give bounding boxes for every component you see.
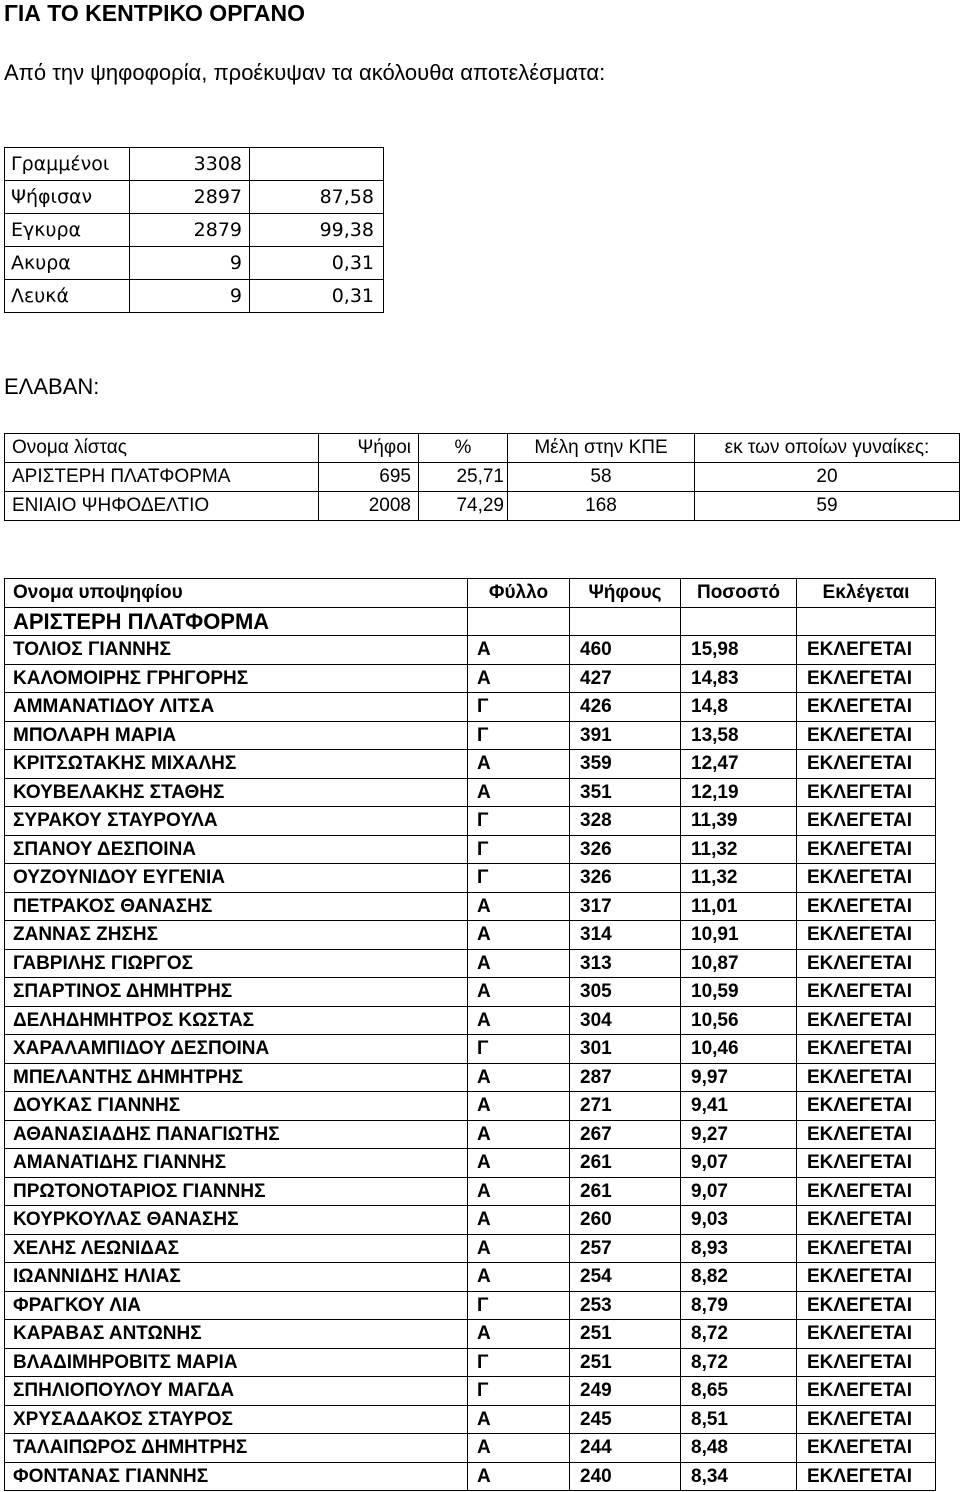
candidate-gender: Α — [468, 921, 570, 950]
summary-row — [5, 280, 384, 313]
candidate-elected: ΕΚΛΕΓΕΤΑΙ — [797, 1063, 936, 1092]
candidate-elected: ΕΚΛΕΓΕΤΑΙ — [797, 892, 936, 921]
candidate-row — [5, 636, 936, 665]
candidate-name: ΣΠΗΛΙΟΠΟΥΛΟΥ ΜΑΓΔΑ — [5, 1377, 468, 1406]
candidate-votes: 326 — [570, 835, 681, 864]
candidate-votes: 460 — [570, 636, 681, 665]
summary-label: Λευκά — [5, 280, 130, 313]
lists-header-row — [5, 434, 960, 463]
candidate-elected: ΕΚΛΕΓΕΤΑΙ — [797, 921, 936, 950]
candidate-elected: ΕΚΛΕΓΕΤΑΙ — [797, 1177, 936, 1206]
candidate-gender: Α — [468, 664, 570, 693]
candidate-percent: 14,83 — [681, 664, 797, 693]
candidate-percent: 8,51 — [681, 1405, 797, 1434]
candidate-percent: 11,01 — [681, 892, 797, 921]
candidate-elected: ΕΚΛΕΓΕΤΑΙ — [797, 778, 936, 807]
candidate-name: ΚΡΙΤΣΩΤΑΚΗΣ ΜΙΧΑΛΗΣ — [5, 750, 468, 779]
candidate-percent: 8,72 — [681, 1348, 797, 1377]
list-women: 20 — [695, 463, 960, 492]
candidate-name: ΧΑΡΑΛΑΜΠΙΔΟΥ ΔΕΣΠΟΙΝΑ — [5, 1035, 468, 1064]
candidate-elected: ΕΚΛΕΓΕΤΑΙ — [797, 664, 936, 693]
candidate-votes: 271 — [570, 1092, 681, 1121]
candidate-percent: 8,34 — [681, 1462, 797, 1491]
candidate-name: ΖΑΝΝΑΣ ΖΗΣΗΣ — [5, 921, 468, 950]
candidate-name: ΜΠΟΛΑΡΗ ΜΑΡΙΑ — [5, 721, 468, 750]
candidate-percent: 11,39 — [681, 807, 797, 836]
candidate-percent: 8,72 — [681, 1320, 797, 1349]
candidate-row — [5, 1320, 936, 1349]
candidate-elected: ΕΚΛΕΓΕΤΑΙ — [797, 1120, 936, 1149]
candidate-gender: Γ — [468, 1291, 570, 1320]
candidate-gender: Γ — [468, 807, 570, 836]
candidate-votes: 326 — [570, 864, 681, 893]
list-percent: 25,71 — [419, 463, 508, 492]
summary-count: 2879 — [130, 214, 250, 247]
candidate-row — [5, 778, 936, 807]
candidate-elected: ΕΚΛΕΓΕΤΑΙ — [797, 721, 936, 750]
candidate-row — [5, 1291, 936, 1320]
candidate-votes: 313 — [570, 949, 681, 978]
candidate-row — [5, 1063, 936, 1092]
list-members: 58 — [508, 463, 695, 492]
candidate-gender: Α — [468, 750, 570, 779]
candidate-gender: Α — [468, 1006, 570, 1035]
candidate-percent: 9,07 — [681, 1149, 797, 1178]
candidates-table — [4, 578, 936, 1491]
summary-percent: 87,58 — [250, 181, 384, 214]
candidate-name: ΔΟΥΚΑΣ ΓΙΑΝΝΗΣ — [5, 1092, 468, 1121]
summary-percent — [250, 148, 384, 181]
candidate-votes: 261 — [570, 1177, 681, 1206]
candidate-gender: Γ — [468, 864, 570, 893]
list-votes: 2008 — [319, 492, 419, 521]
candidate-name: ΚΟΥΡΚΟΥΛΑΣ ΘΑΝΑΣΗΣ — [5, 1206, 468, 1235]
summary-label: Ακυρα — [5, 247, 130, 280]
lists-header-name: Ονομα λίστας — [5, 434, 319, 463]
candidate-name: ΧΡΥΣΑΔΑΚΟΣ ΣΤΑΥΡΟΣ — [5, 1405, 468, 1434]
candidate-name: ΣΠΑΝΟΥ ΔΕΣΠΟΙΝΑ — [5, 835, 468, 864]
summary-percent: 0,31 — [250, 247, 384, 280]
candidate-votes: 240 — [570, 1462, 681, 1491]
list-members: 168 — [508, 492, 695, 521]
candidate-name: ΧΕΛΗΣ ΛΕΩΝΙΔΑΣ — [5, 1234, 468, 1263]
candidate-elected: ΕΚΛΕΓΕΤΑΙ — [797, 1234, 936, 1263]
candidate-votes: 426 — [570, 693, 681, 722]
candidate-row — [5, 1149, 936, 1178]
candidate-votes: 301 — [570, 1035, 681, 1064]
summary-label: Γραμμένοι — [5, 148, 130, 181]
candidate-gender: Α — [468, 1177, 570, 1206]
candidate-name: ΔΕΛΗΔΗΜΗΤΡΟΣ ΚΩΣΤΑΣ — [5, 1006, 468, 1035]
candidate-percent: 9,41 — [681, 1092, 797, 1121]
candidate-row — [5, 1377, 936, 1406]
candidate-votes: 260 — [570, 1206, 681, 1235]
candidate-elected: ΕΚΛΕΓΕΤΑΙ — [797, 636, 936, 665]
candidate-votes: 261 — [570, 1149, 681, 1178]
candidate-row — [5, 1206, 936, 1235]
candidate-row — [5, 1120, 936, 1149]
candidate-gender: Α — [468, 1092, 570, 1121]
candidate-elected: ΕΚΛΕΓΕΤΑΙ — [797, 1206, 936, 1235]
candidate-row — [5, 892, 936, 921]
candidate-votes: 351 — [570, 778, 681, 807]
lists-header-members: Μέλη στην ΚΠΕ — [508, 434, 695, 463]
candidate-elected: ΕΚΛΕΓΕΤΑΙ — [797, 978, 936, 1007]
candidate-percent: 9,27 — [681, 1120, 797, 1149]
candidate-name: ΚΟΥΒΕΛΑΚΗΣ ΣΤΑΘΗΣ — [5, 778, 468, 807]
candidate-percent: 9,03 — [681, 1206, 797, 1235]
candidate-percent: 8,79 — [681, 1291, 797, 1320]
candidate-name: ΟΥΖΟΥΝΙΔΟΥ ΕΥΓΕΝΙΑ — [5, 864, 468, 893]
candidate-gender: Α — [468, 1263, 570, 1292]
candidate-gender: Α — [468, 778, 570, 807]
candidate-votes: 251 — [570, 1320, 681, 1349]
summary-row — [5, 181, 384, 214]
candidate-gender: Γ — [468, 1035, 570, 1064]
list-name: ΑΡΙΣΤΕΡΗ ΠΛΑΤΦΟΡΜΑ — [5, 463, 319, 492]
candidate-percent: 15,98 — [681, 636, 797, 665]
candidates-header-votes: Ψήφους — [570, 579, 681, 608]
candidate-elected: ΕΚΛΕΓΕΤΑΙ — [797, 1462, 936, 1491]
candidate-name: ΚΑΛΟΜΟΙΡΗΣ ΓΡΗΓΟΡΗΣ — [5, 664, 468, 693]
lists-header-percent: % — [419, 434, 508, 463]
candidate-percent: 10,56 — [681, 1006, 797, 1035]
candidate-name: ΑΜΑΝΑΤΙΔΗΣ ΓΙΑΝΝΗΣ — [5, 1149, 468, 1178]
candidate-row — [5, 1177, 936, 1206]
summary-label: Ψήφισαν — [5, 181, 130, 214]
candidate-row — [5, 978, 936, 1007]
candidate-elected: ΕΚΛΕΓΕΤΑΙ — [797, 1320, 936, 1349]
candidate-row — [5, 693, 936, 722]
candidate-gender: Α — [468, 636, 570, 665]
list-percent: 74,29 — [419, 492, 508, 521]
list-votes: 695 — [319, 463, 419, 492]
candidate-percent: 8,65 — [681, 1377, 797, 1406]
candidate-gender: Α — [468, 1063, 570, 1092]
received-heading: ΕΛΑΒΑΝ: — [4, 374, 100, 399]
summary-count: 9 — [130, 280, 250, 313]
candidate-row — [5, 1035, 936, 1064]
candidate-gender: Α — [468, 1434, 570, 1463]
candidate-percent: 12,47 — [681, 750, 797, 779]
candidate-percent: 10,46 — [681, 1035, 797, 1064]
candidate-gender: Α — [468, 1405, 570, 1434]
summary-row — [5, 214, 384, 247]
candidates-header-percent: Ποσοστό — [681, 579, 797, 608]
summary-count: 3308 — [130, 148, 250, 181]
candidate-name: ΜΠΕΛΑΝΤΗΣ ΔΗΜΗΤΡΗΣ — [5, 1063, 468, 1092]
summary-count: 2897 — [130, 181, 250, 214]
lists-table — [4, 433, 960, 521]
candidate-votes: 391 — [570, 721, 681, 750]
summary-count: 9 — [130, 247, 250, 280]
candidates-group-label: ΑΡΙΣΤΕΡΗ ΠΛΑΤΦΟΡΜΑ — [5, 607, 468, 636]
candidate-elected: ΕΚΛΕΓΕΤΑΙ — [797, 864, 936, 893]
candidate-name: ΣΥΡΑΚΟΥ ΣΤΑΥΡΟΥΛΑ — [5, 807, 468, 836]
candidate-votes: 257 — [570, 1234, 681, 1263]
candidate-row — [5, 664, 936, 693]
candidates-header-row — [5, 579, 936, 608]
candidate-gender: Α — [468, 1234, 570, 1263]
candidate-percent: 11,32 — [681, 835, 797, 864]
candidate-elected: ΕΚΛΕΓΕΤΑΙ — [797, 949, 936, 978]
candidate-gender: Α — [468, 1462, 570, 1491]
candidates-header-name: Ονομα υποψηφίου — [5, 579, 468, 608]
candidate-row — [5, 721, 936, 750]
candidate-elected: ΕΚΛΕΓΕΤΑΙ — [797, 1035, 936, 1064]
candidate-percent: 9,97 — [681, 1063, 797, 1092]
candidate-gender: Α — [468, 892, 570, 921]
candidates-group-row — [5, 607, 936, 636]
candidate-votes: 305 — [570, 978, 681, 1007]
candidate-votes: 427 — [570, 664, 681, 693]
summary-percent: 0,31 — [250, 280, 384, 313]
candidate-row — [5, 1234, 936, 1263]
candidate-gender: Α — [468, 1320, 570, 1349]
candidate-name: ΚΑΡΑΒΑΣ ΑΝΤΩΝΗΣ — [5, 1320, 468, 1349]
list-row — [5, 492, 960, 521]
list-name: ΕΝΙΑΙΟ ΨΗΦΟΔΕΛΤΙΟ — [5, 492, 319, 521]
candidate-name: ΦΡΑΓΚΟΥ ΛΙΑ — [5, 1291, 468, 1320]
candidate-elected: ΕΚΛΕΓΕΤΑΙ — [797, 1263, 936, 1292]
candidate-name: ΣΠΑΡΤΙΝΟΣ ΔΗΜΗΤΡΗΣ — [5, 978, 468, 1007]
candidate-percent: 8,82 — [681, 1263, 797, 1292]
candidate-elected: ΕΚΛΕΓΕΤΑΙ — [797, 750, 936, 779]
candidate-row — [5, 949, 936, 978]
candidate-votes: 253 — [570, 1291, 681, 1320]
candidate-name: ΠΕΤΡΑΚΟΣ ΘΑΝΑΣΗΣ — [5, 892, 468, 921]
candidate-votes: 304 — [570, 1006, 681, 1035]
candidate-name: ΑΘΑΝΑΣΙΑΔΗΣ ΠΑΝΑΓΙΩΤΗΣ — [5, 1120, 468, 1149]
summary-row — [5, 148, 384, 181]
summary-row — [5, 247, 384, 280]
candidate-row — [5, 1405, 936, 1434]
candidate-votes: 314 — [570, 921, 681, 950]
summary-percent: 99,38 — [250, 214, 384, 247]
candidate-percent: 8,48 — [681, 1434, 797, 1463]
candidate-elected: ΕΚΛΕΓΕΤΑΙ — [797, 835, 936, 864]
candidate-row — [5, 921, 936, 950]
candidates-header-gender: Φύλλο — [468, 579, 570, 608]
candidate-gender: Γ — [468, 1377, 570, 1406]
candidate-percent: 10,91 — [681, 921, 797, 950]
candidate-elected: ΕΚΛΕΓΕΤΑΙ — [797, 693, 936, 722]
candidates-header-elected: Εκλέγεται — [797, 579, 936, 608]
candidate-name: ΑΜΜΑΝΑΤΙΔΟΥ ΛΙΤΣΑ — [5, 693, 468, 722]
candidate-elected: ΕΚΛΕΓΕΤΑΙ — [797, 1291, 936, 1320]
candidate-percent: 9,07 — [681, 1177, 797, 1206]
page-title: ΓΙΑ ΤΟ ΚΕΝΤΡΙΚΟ ΟΡΓΑΝΟ — [4, 0, 305, 26]
candidate-elected: ΕΚΛΕΓΕΤΑΙ — [797, 1434, 936, 1463]
candidate-name: ΒΛΑΔΙΜΗΡΟΒΙΤΣ ΜΑΡΙΑ — [5, 1348, 468, 1377]
candidate-votes: 254 — [570, 1263, 681, 1292]
candidate-name: ΤΑΛΑΙΠΩΡΟΣ ΔΗΜΗΤΡΗΣ — [5, 1434, 468, 1463]
candidate-row — [5, 835, 936, 864]
candidate-row — [5, 1006, 936, 1035]
candidate-name: ΦΟΝΤΑΝΑΣ ΓΙΑΝΝΗΣ — [5, 1462, 468, 1491]
candidate-row — [5, 1348, 936, 1377]
candidate-row — [5, 750, 936, 779]
candidate-row — [5, 1434, 936, 1463]
candidate-percent: 12,19 — [681, 778, 797, 807]
candidate-votes: 245 — [570, 1405, 681, 1434]
candidate-gender: Α — [468, 1149, 570, 1178]
candidate-votes: 267 — [570, 1120, 681, 1149]
candidate-gender: Α — [468, 978, 570, 1007]
candidate-percent: 11,32 — [681, 864, 797, 893]
candidate-votes: 244 — [570, 1434, 681, 1463]
candidate-gender: Γ — [468, 1348, 570, 1377]
candidate-votes: 251 — [570, 1348, 681, 1377]
candidate-percent: 10,87 — [681, 949, 797, 978]
candidate-gender: Α — [468, 1206, 570, 1235]
candidate-row — [5, 1092, 936, 1121]
list-women: 59 — [695, 492, 960, 521]
candidate-votes: 287 — [570, 1063, 681, 1092]
candidate-votes: 328 — [570, 807, 681, 836]
summary-table — [4, 147, 384, 313]
lists-header-women: εκ των οποίων γυναίκες: — [695, 434, 960, 463]
candidate-gender: Α — [468, 949, 570, 978]
candidate-row — [5, 864, 936, 893]
candidate-votes: 317 — [570, 892, 681, 921]
candidate-percent: 10,59 — [681, 978, 797, 1007]
candidate-elected: ΕΚΛΕΓΕΤΑΙ — [797, 1149, 936, 1178]
candidate-percent: 8,93 — [681, 1234, 797, 1263]
candidate-gender: Γ — [468, 693, 570, 722]
candidate-name: ΓΑΒΡΙΛΗΣ ΓΙΩΡΓΟΣ — [5, 949, 468, 978]
candidate-elected: ΕΚΛΕΓΕΤΑΙ — [797, 1377, 936, 1406]
candidate-row — [5, 1263, 936, 1292]
candidate-elected: ΕΚΛΕΓΕΤΑΙ — [797, 1092, 936, 1121]
candidate-gender: Α — [468, 1120, 570, 1149]
candidate-votes: 249 — [570, 1377, 681, 1406]
candidate-name: ΤΟΛΙΟΣ ΓΙΑΝΝΗΣ — [5, 636, 468, 665]
candidate-percent: 14,8 — [681, 693, 797, 722]
candidate-percent: 13,58 — [681, 721, 797, 750]
candidate-elected: ΕΚΛΕΓΕΤΑΙ — [797, 1348, 936, 1377]
candidate-gender: Γ — [468, 835, 570, 864]
lists-header-votes: Ψήφοι — [319, 434, 419, 463]
candidate-elected: ΕΚΛΕΓΕΤΑΙ — [797, 1006, 936, 1035]
candidate-row — [5, 1462, 936, 1491]
candidate-name: ΙΩΑΝΝΙΔΗΣ ΗΛΙΑΣ — [5, 1263, 468, 1292]
candidate-row — [5, 807, 936, 836]
candidate-elected: ΕΚΛΕΓΕΤΑΙ — [797, 807, 936, 836]
summary-label: Εγκυρα — [5, 214, 130, 247]
candidate-name: ΠΡΩΤΟΝΟΤΑΡΙΟΣ ΓΙΑΝΝΗΣ — [5, 1177, 468, 1206]
candidate-votes: 359 — [570, 750, 681, 779]
candidate-elected: ΕΚΛΕΓΕΤΑΙ — [797, 1405, 936, 1434]
list-row — [5, 463, 960, 492]
candidate-gender: Γ — [468, 721, 570, 750]
intro-text: Από την ψηφοφορία, προέκυψαν τα ακόλουθα αποτελέσματα: — [4, 60, 606, 85]
